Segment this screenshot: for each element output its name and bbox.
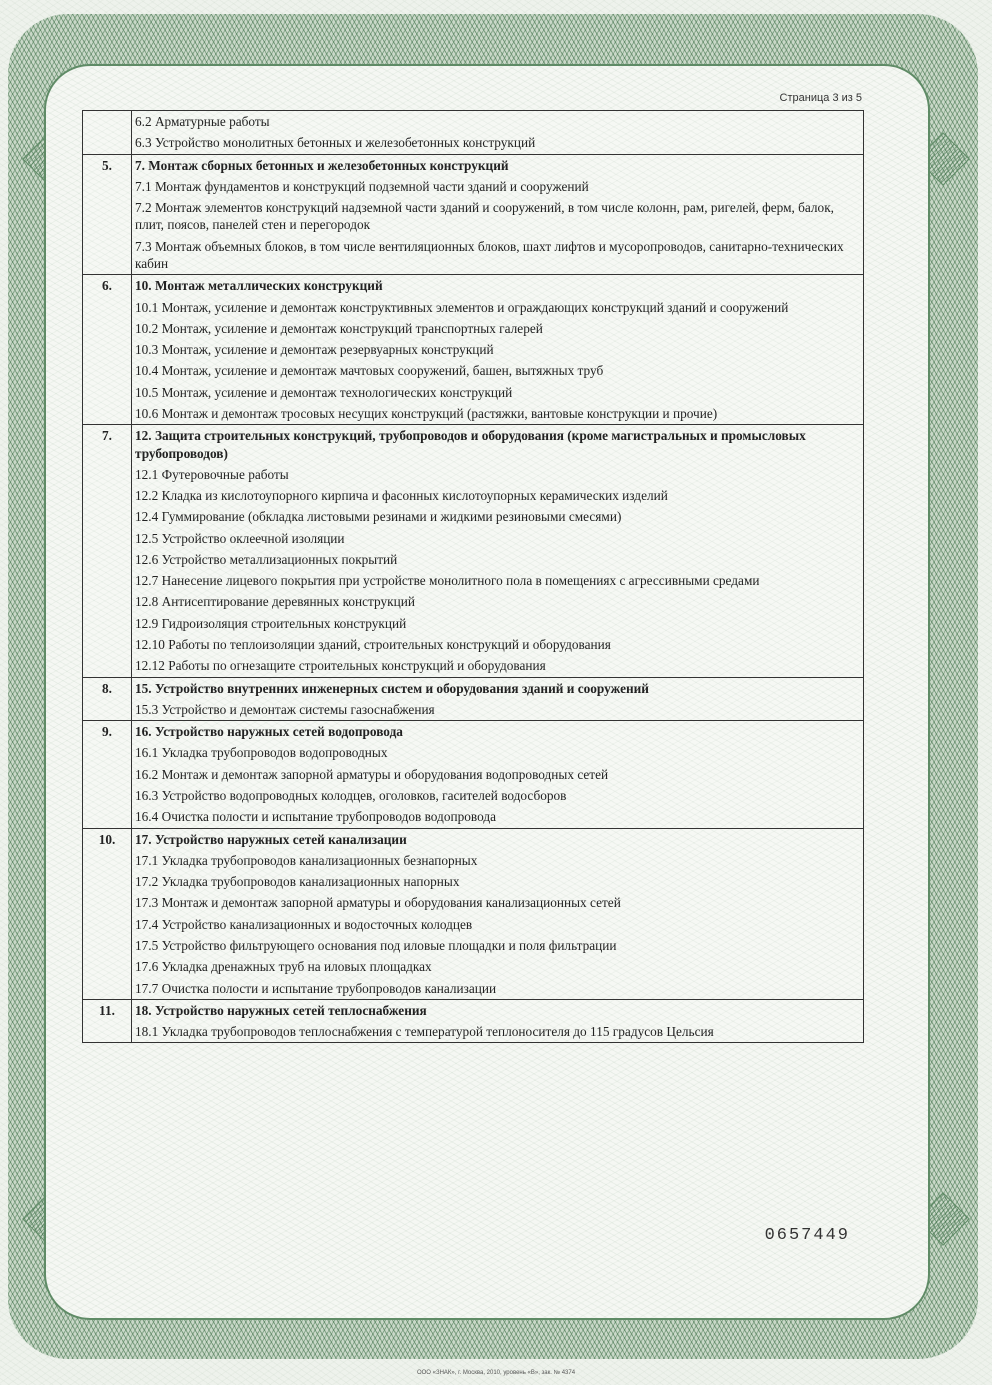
page-number: Страница 3 из 5 [779,92,862,104]
table-row [83,677,864,721]
row-number: 11. [83,999,132,1043]
work-item: 12.6 Устройство металлизационных покрытий [135,551,398,567]
work-item: 6.2 Арматурные работы [135,114,270,129]
work-item: 10.4 Монтаж, усиление и демонтаж мачтовых сооружений, башен, вытяжных труб [135,363,604,379]
row-content [132,154,864,275]
work-item: 12.2 Кладка из кислотоупорного кирпича и фасонных кислотоупорных керамических изделий [135,488,668,504]
work-item: 10.5 Монтаж, усиление и демонтаж технологических конструкций [135,384,513,400]
row-number [83,111,132,155]
work-item: 12.5 Устройство оклеечной изоляции [135,530,345,546]
row-number: 5. [83,154,132,275]
work-item: 17.1 Укладка трубопроводов канализационных безнапорных [135,852,478,868]
work-item: 16.1 Укладка трубопроводов водопроводных [135,745,388,761]
row-content [132,111,864,155]
work-item: 17.2 Укладка трубопроводов канализационных напорных [135,874,460,890]
work-item: 16.2 Монтаж и демонтаж запорной арматуры и оборудования водопроводных сетей [135,766,609,782]
table-row [83,999,864,1043]
row-content [132,721,864,828]
work-item: 17.6 Укладка дренажных труб на иловых площадках [135,959,432,975]
work-item: 10.1 Монтаж, усиление и демонтаж конструктивных элементов и ограждающих конструкций зданий и сооружений [135,299,789,315]
table-row [83,111,864,155]
row-number: 10. [83,828,132,999]
work-item: 17.5 Устройство фильтрующего основания под иловые площадки и поля фильтрации [135,937,617,953]
work-item: 17.4 Устройство канализационных и водосточных колодцев [135,916,473,932]
work-item: 12.4 Гуммирование (обкладка листовыми резинами и жидкими резиновыми смесями) [135,509,622,525]
work-item: 12.7 Нанесение лицевого покрытия при устройстве монолитного пола в помещениях с агрессивными средами [135,573,760,589]
table-row [83,828,864,999]
row-number: 8. [83,677,132,721]
work-item: 12.10 Работы по теплоизоляции зданий, строительных конструкций и оборудования [135,637,611,653]
work-item: 6.3 Устройство монолитных бетонных и железобетонных конструкций [135,135,536,151]
section-heading: 18. Устройство наружных сетей теплоснабжения [135,1002,427,1018]
work-item: 16.4 Очистка полости и испытание трубопроводов водопровода [135,809,497,825]
serial-number: 0657449 [764,1226,850,1245]
work-item: 10.3 Монтаж, усиление и демонтаж резервуарных конструкций [135,342,494,358]
section-heading: 10. Монтаж металлических конструкций [135,278,383,294]
work-item: 7.1 Монтаж фундаментов и конструкций подземной части зданий и сооружений [135,178,589,194]
work-item: 7.2 Монтаж элементов конструкций надземной части зданий и сооружений, в том числе колонн, рам, ригелей, ферм, балок, плит, поясов, панелей стен и перегородок [135,200,834,233]
table-row [83,154,864,275]
work-item: 10.2 Монтаж, усиление и демонтаж конструкций транспортных галерей [135,320,543,336]
work-item: 17.7 Очистка полости и испытание трубопроводов канализации [135,980,497,996]
table-row [83,275,864,425]
row-content [132,828,864,999]
work-item: 12.12 Работы по огнезащите строительных конструкций и оборудования [135,658,546,674]
section-heading: 7. Монтаж сборных бетонных и железобетонных конструкций [135,157,509,173]
section-heading: 16. Устройство наружных сетей водопровода [135,724,403,740]
work-item: 12.1 Футеровочные работы [135,466,289,482]
section-heading: 15. Устройство внутренних инженерных систем и оборудования зданий и сооружений [135,680,649,696]
row-content [132,275,864,425]
work-item: 16.3 Устройство водопроводных колодцев, оголовков, гасителей водосборов [135,788,567,803]
work-item: 15.3 Устройство и демонтаж системы газоснабжения [135,701,435,717]
section-heading: 17. Устройство наружных сетей канализации [135,831,407,847]
works-table [82,110,864,1043]
work-item: 10.6 Монтаж и демонтаж тросовых несущих конструкций (растяжки, вантовые конструкции и прочие) [135,405,718,421]
work-item: 18.1 Укладка трубопроводов теплоснабжения с температурой теплоносителя до 115 градусов Цельсия [135,1024,714,1040]
work-item: 17.3 Монтаж и демонтаж запорной арматуры и оборудования канализационных сетей [135,895,621,911]
table-row [83,721,864,828]
row-number: 7. [83,425,132,677]
work-item: 7.3 Монтаж объемных блоков, в том числе вентиляционных блоков, шахт лифтов и мусоропроводов, санитарно-технических кабин [135,238,844,271]
row-content [132,425,864,677]
row-content [132,677,864,721]
row-number: 6. [83,275,132,425]
table-row [83,425,864,677]
work-item: 12.8 Антисептирование деревянных конструкций [135,594,415,610]
section-heading: 12. Защита строительных конструкций, трубопроводов и оборудования (кроме магистральных и промысловых трубопроводов) [135,428,806,461]
row-number: 9. [83,721,132,828]
row-content [132,999,864,1043]
work-item: 12.9 Гидроизоляция строительных конструкций [135,615,407,631]
printer-imprint: ООО «ЗНАК», г. Москва, 2010, уровень «В», зак. № 4374 [416,1370,576,1376]
